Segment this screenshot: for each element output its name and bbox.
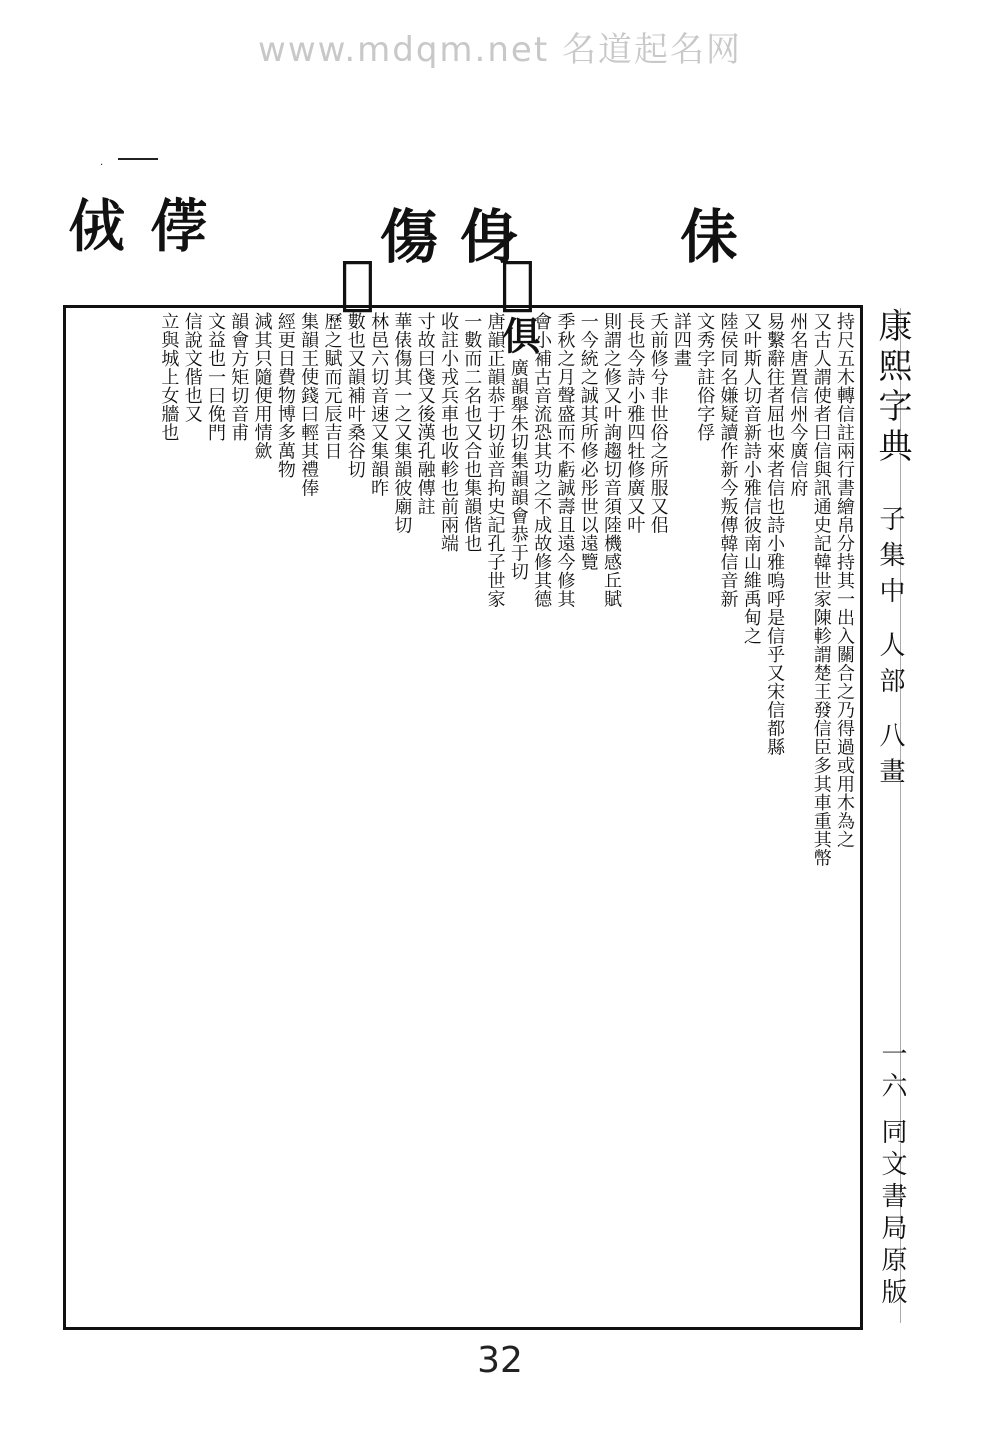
text-column: 則謂之修又叶詢趨切音須陸機感丘賦 bbox=[601, 312, 623, 608]
text-column: 減其只隨便用情歛 bbox=[251, 312, 273, 460]
text-column: 季秋之月聲盛而不虧誠壽且遠今修其 bbox=[554, 312, 576, 608]
dictionary-text-frame bbox=[63, 305, 863, 1330]
text-column: 會小補古音流恐其功之不成故修其德 bbox=[531, 312, 553, 608]
dot-mark: · bbox=[100, 160, 104, 171]
text-column: 長也今詩小雅四牡修廣又叶 bbox=[624, 312, 646, 534]
text-column: 又古人謂使者曰信與訊通史記韓世家陳軫謂楚王發信臣多其車重其幣 bbox=[810, 312, 832, 867]
text-column: 一數而二名也又合也集韻偕也 bbox=[461, 312, 483, 553]
text-column: 林邑六切音速又集韻昨 bbox=[368, 312, 390, 497]
radical-label: 人部 bbox=[875, 631, 905, 704]
text-column: 一今統之誠其所修必彤世以遠覽 bbox=[577, 312, 599, 571]
seal-glyph-4: 㑗 bbox=[460, 203, 525, 271]
text-column: 夭前修兮非世俗之所服又佀 bbox=[647, 312, 669, 534]
text-column: 文益也一曰俛門 bbox=[204, 312, 226, 442]
seal-glyph-7: 𠈥 bbox=[500, 248, 541, 316]
text-column: 唐韻正韻恭于切並音拘史記孔子世家 bbox=[484, 312, 506, 608]
text-column: 詳四畫 bbox=[670, 312, 692, 368]
text-column: 華俵傷其一之又集韻彼廟切 bbox=[391, 312, 413, 534]
text-column: 數也又韻補叶桑谷切 bbox=[344, 312, 366, 479]
text-column: 信說文偕也又 bbox=[181, 312, 203, 423]
page-footer bbox=[874, 1040, 911, 1310]
text-column: 持尺五木轉信註兩行書繪帛分持其一出入關合之乃得過或用木為之 bbox=[834, 312, 855, 849]
book-title: 康熙字典 bbox=[872, 308, 912, 468]
seal-glyph-1: 𠈋 bbox=[68, 193, 133, 261]
text-column: 收註小戎兵車也收軫也前兩端 bbox=[437, 312, 459, 553]
seal-glyph-2: 𠍤 bbox=[150, 193, 215, 261]
watermark: www.mdqm.net 名道起名网 bbox=[258, 30, 742, 70]
text-column: 陸侯同名嫌疑讀作新今叛傳韓信音新 bbox=[717, 312, 739, 608]
section-info bbox=[872, 505, 909, 794]
volume-label: 子集中 bbox=[875, 505, 905, 613]
text-column: 寸故曰俴又後漢孔融傳註 bbox=[414, 312, 436, 516]
strokes-label: 八畫 bbox=[875, 721, 905, 794]
publisher-label: 同文書局原版 bbox=[877, 1118, 907, 1311]
text-column: 韻會方矩切音甫 bbox=[228, 312, 250, 442]
text-column: 立與城上女牆也 bbox=[158, 312, 180, 442]
seal-glyph-5: 㑍 bbox=[680, 203, 745, 271]
seal-glyph-3: 傷 bbox=[380, 203, 445, 271]
text-column: 俱廣韻舉朱切集韻韻會恭于切 bbox=[495, 316, 541, 581]
text-column: 易繫辭往者屈也來者信也詩小雅嗚呼是信乎又宋信都縣 bbox=[764, 312, 786, 756]
text-column: 州名唐置信州今廣信府 bbox=[787, 312, 809, 497]
text-column: 集韻王使錢曰輕其禮俸 bbox=[298, 312, 320, 497]
text-columns bbox=[70, 312, 856, 1323]
headword: 俱 bbox=[495, 316, 541, 355]
text-column: 文秀字註俗字俘 bbox=[694, 312, 716, 442]
text-column: 經更日費物博多萬物 bbox=[274, 312, 296, 479]
dash-mark bbox=[118, 158, 158, 160]
text-column: 歷之賦而元辰吉日 bbox=[321, 312, 343, 460]
text-column: 又叶斯人切音新詩小雅信彼南山維禹甸之 bbox=[740, 312, 762, 645]
page-number: 32 bbox=[477, 1340, 523, 1381]
seal-glyph-6: 𠈘 bbox=[340, 248, 381, 316]
page-label: 一六 bbox=[877, 1040, 907, 1104]
